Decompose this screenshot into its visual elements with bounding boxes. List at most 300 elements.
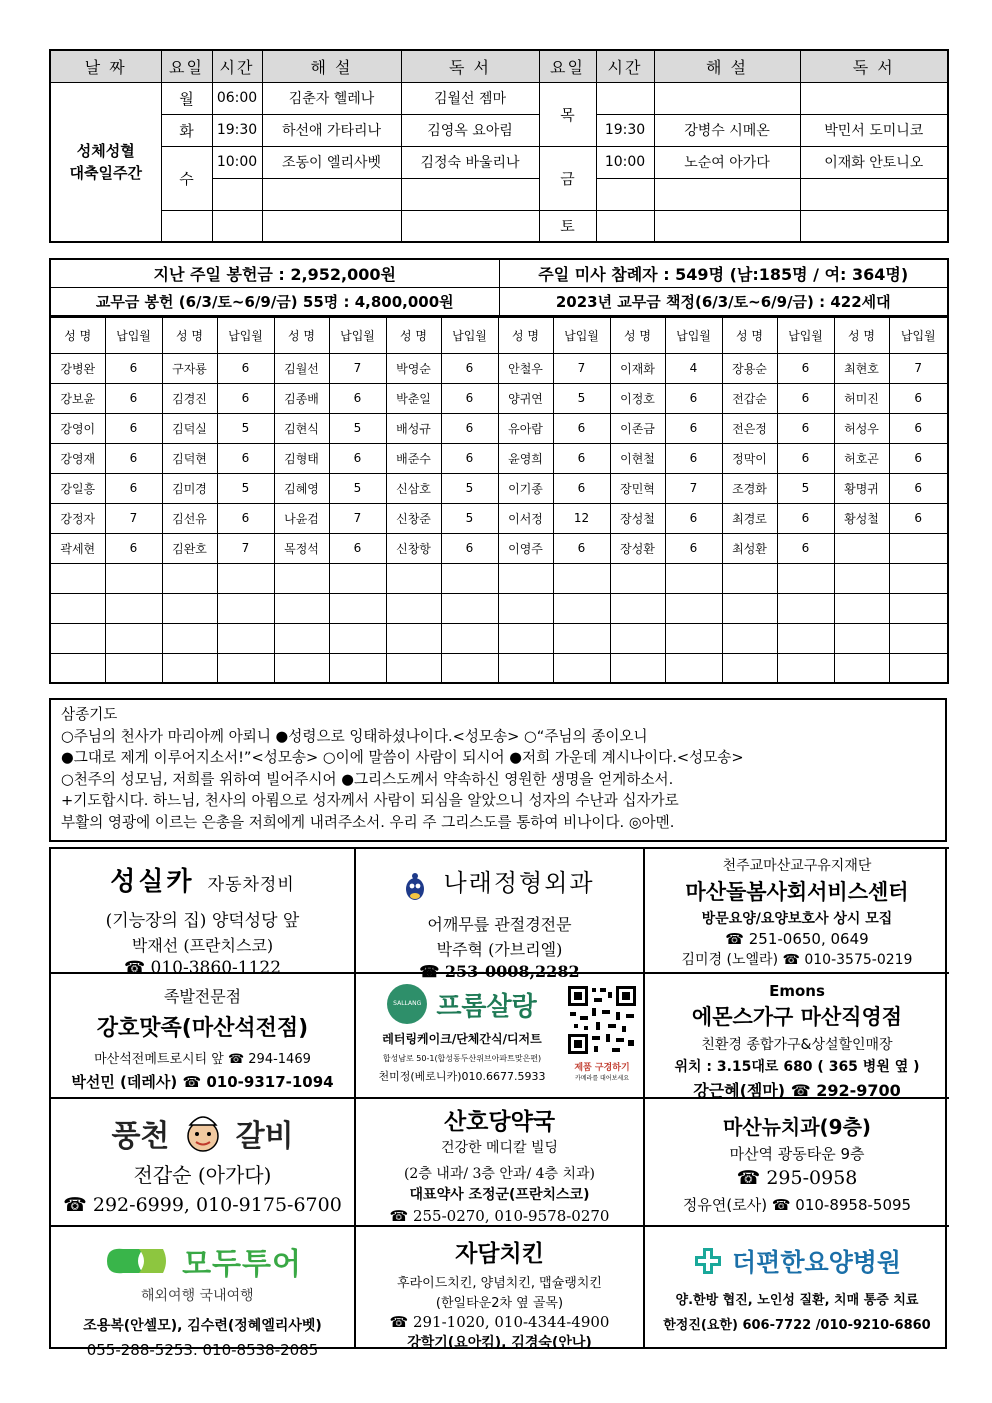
ad-title: 나래정형외과 (443, 869, 595, 897)
donor-table (49, 316, 949, 684)
time-cell (596, 82, 654, 114)
donor-name (498, 563, 553, 593)
donor-name: 장민혁 (610, 473, 665, 503)
day-cell: 토 (539, 210, 596, 242)
donor-name (498, 623, 553, 653)
ad-line: 박선민 (데레사) ☎ 010-9317-1094 (71, 1073, 334, 1091)
donor-name: 강영재 (50, 443, 105, 473)
ad-title: 성실카 (110, 867, 195, 897)
donor-months (889, 653, 948, 683)
reader-cell: 김영옥 요아림 (401, 114, 539, 146)
donor-name (722, 623, 777, 653)
donor-months (329, 623, 386, 653)
header-time: 시간 (212, 50, 262, 82)
ad-title: 프롬살랑 (436, 991, 537, 1022)
donor-name: 목정석 (274, 533, 329, 563)
donor-row (50, 653, 948, 683)
donor-name: 정막이 (722, 443, 777, 473)
reader-cell: 이재화 안토니오 (800, 146, 948, 178)
reader-cell (800, 178, 948, 210)
donor-months (665, 563, 722, 593)
header-date: 날 짜 (50, 50, 161, 82)
prayer-line: ○주님의 천사가 마리아께 아뢰니 ●성령으로 잉태하셨나이다.<성모송> ○“주님의 종이오니 (61, 727, 648, 745)
donor-header-name: 성 명 (274, 317, 329, 353)
ad-line: (한일타운2차 옆 골목) (435, 1296, 564, 1311)
mass-attendance: 주일 미사 참례자 : 549명 (남:185명 / 여: 364명) (499, 259, 948, 287)
ad-line: 한정진(요한) 606-7722 /010-9210-6860 (663, 1318, 931, 1333)
ad-pungcheon-galbi (51, 1097, 356, 1225)
donor-months: 6 (777, 503, 834, 533)
donor-name (610, 563, 665, 593)
donor-months (329, 593, 386, 623)
ad-line: 박재선 (프란치스코) (131, 936, 274, 955)
commentator-cell: 하선애 가타리나 (262, 114, 401, 146)
donor-name (50, 653, 105, 683)
donor-name (386, 563, 441, 593)
ad-title: 강호맛족(마산석전점) (96, 1016, 309, 1041)
donor-name: 허미진 (834, 383, 889, 413)
donor-name: 장성철 (610, 503, 665, 533)
donor-row (50, 623, 948, 653)
donor-header-paid: 납입월 (105, 317, 162, 353)
donor-header-paid: 납입월 (441, 317, 498, 353)
donor-name: 이현철 (610, 443, 665, 473)
donor-name (610, 623, 665, 653)
donor-months: 6 (777, 353, 834, 383)
donor-months: 6 (777, 533, 834, 563)
donor-name: 강일흥 (50, 473, 105, 503)
donor-header-name: 성 명 (722, 317, 777, 353)
donor-months (105, 623, 162, 653)
donor-months (441, 593, 498, 623)
donor-months: 6 (217, 443, 274, 473)
reader-cell: 박민서 도미니코 (800, 114, 948, 146)
donor-months: 6 (441, 383, 498, 413)
donor-name: 이서정 (498, 503, 553, 533)
donor-months: 5 (777, 473, 834, 503)
ad-sanhodang-pharmacy (356, 1097, 645, 1225)
donor-months: 6 (217, 503, 274, 533)
donor-name: 김덕현 (162, 443, 217, 473)
donor-name: 김종배 (274, 383, 329, 413)
donor-months (105, 563, 162, 593)
day-cell: 목 (539, 82, 596, 146)
donor-name: 곽세현 (50, 533, 105, 563)
donor-header-name: 성 명 (498, 317, 553, 353)
commentator-cell (654, 210, 800, 242)
donor-months: 5 (441, 503, 498, 533)
schedule-row (50, 210, 948, 242)
donor-name: 이재화 (610, 353, 665, 383)
ad-line: 친환경 종합가구&상설할인매장 (701, 1037, 893, 1053)
ad-line: 방문요양/요양보호사 상시 모집 (701, 911, 893, 927)
donor-months: 5 (553, 383, 610, 413)
donor-months (441, 623, 498, 653)
ad-line: 천주교마산교구유지재단 (722, 858, 872, 874)
donor-name: 박영순 (386, 353, 441, 383)
commentator-cell: 김춘자 헬레나 (262, 82, 401, 114)
donor-name: 최경로 (722, 503, 777, 533)
modutour-logo-icon (103, 1245, 173, 1277)
offering-summary-row (50, 287, 948, 315)
donor-months (777, 593, 834, 623)
offering-summary-row (50, 259, 948, 287)
donor-name: 나윤검 (274, 503, 329, 533)
donor-name: 신창항 (386, 533, 441, 563)
donor-months (329, 653, 386, 683)
donor-months (553, 593, 610, 623)
donor-row (50, 503, 948, 533)
donor-name (274, 593, 329, 623)
donor-months (553, 563, 610, 593)
ad-phone: ☎ 251-0650, 0649 (725, 930, 869, 948)
ad-title-2: 갈비 (235, 1119, 294, 1154)
donor-months: 7 (105, 503, 162, 533)
time-cell (212, 210, 262, 242)
chef-mascot-icon (181, 1111, 225, 1155)
donor-header-name: 성 명 (386, 317, 441, 353)
time-cell: 06:00 (212, 82, 262, 114)
ad-line: 위치 : 3.15대로 680 ( 365 병원 옆 ) (674, 1059, 920, 1075)
medical-cross-icon (693, 1246, 723, 1276)
donor-name: 안철우 (498, 353, 553, 383)
donor-months: 6 (889, 383, 948, 413)
donor-name: 김미경 (162, 473, 217, 503)
commentator-cell (654, 178, 800, 210)
ad-phone: ☎ 010-3860-1122 (123, 958, 282, 978)
donor-name: 김완호 (162, 533, 217, 563)
donor-months (889, 593, 948, 623)
prayer-title: 삼종기도 (61, 706, 118, 723)
donor-months: 6 (217, 353, 274, 383)
ad-line: 조용복(안셀모), 김수련(정혜엘리사벳) (83, 1318, 322, 1334)
donor-name (162, 623, 217, 653)
ad-from-sallang (356, 972, 645, 1097)
donor-name: 강영이 (50, 413, 105, 443)
schedule-header-row (50, 50, 948, 82)
period-cell (50, 82, 161, 242)
donor-months: 6 (329, 383, 386, 413)
donor-name: 구자룡 (162, 353, 217, 383)
reader-cell (800, 82, 948, 114)
ad-emons-furniture (645, 972, 949, 1100)
offering-summary (49, 258, 949, 316)
donor-months (889, 533, 948, 563)
donor-header-name: 성 명 (610, 317, 665, 353)
ad-line: 전갑순 (아가다) (133, 1163, 272, 1187)
reader-cell (401, 178, 539, 210)
time-cell: 19:30 (596, 114, 654, 146)
ad-line: 합성남로 50-1(합성동두산위브아파트맞은편) (382, 1054, 542, 1063)
qr-label: 제품 구경하기 (574, 1063, 630, 1073)
donor-months: 6 (105, 353, 162, 383)
donor-months: 7 (553, 353, 610, 383)
donor-months: 6 (553, 473, 610, 503)
donor-header-paid: 납입월 (217, 317, 274, 353)
donor-months: 6 (777, 443, 834, 473)
donor-months: 6 (441, 413, 498, 443)
commentator-cell: 노순여 아가다 (654, 146, 800, 178)
donor-months: 4 (665, 353, 722, 383)
donor-header-row (50, 317, 948, 353)
schedule-row (50, 82, 948, 114)
donor-months: 6 (665, 443, 722, 473)
donor-months: 6 (105, 473, 162, 503)
donor-months: 5 (329, 413, 386, 443)
donor-months (665, 593, 722, 623)
donor-months: 5 (217, 473, 274, 503)
donor-name (274, 563, 329, 593)
ad-phone: ☎ 253-0008,2282 (419, 961, 580, 981)
schedule-row (50, 146, 948, 178)
ad-line: 김미경 (노엘라) ☎ 010-3575-0219 (681, 952, 913, 968)
ad-title: 풍천 (111, 1119, 170, 1154)
donor-name: 배성규 (386, 413, 441, 443)
donor-name (386, 593, 441, 623)
donor-name: 허호곤 (834, 443, 889, 473)
donor-name: 이기종 (498, 473, 553, 503)
ad-title: 마산뉴치과(9층) (722, 1115, 872, 1139)
time-cell (596, 178, 654, 210)
donor-months (777, 563, 834, 593)
ad-line: 정유연(로사) ☎ 010-8958-5095 (682, 1196, 912, 1214)
donor-months: 6 (329, 533, 386, 563)
ad-line: (2층 내과/ 3층 안과/ 4층 치과) (403, 1166, 596, 1182)
ad-line: 강학기(요아킴), 김경숙(안나) (407, 1335, 592, 1351)
donor-months: 6 (329, 443, 386, 473)
donor-row (50, 383, 948, 413)
mascot-icon (404, 872, 426, 902)
donor-name: 조경화 (722, 473, 777, 503)
donor-name (722, 593, 777, 623)
header-commentator-right: 해 설 (654, 50, 800, 82)
last-week-offering: 지난 주일 봉헌금 : 2,952,000원 (50, 259, 499, 287)
donor-months (777, 623, 834, 653)
donor-name (722, 653, 777, 683)
ad-line: 해외여행 국내여행 (141, 1288, 254, 1304)
donor-name: 이정호 (610, 383, 665, 413)
time-cell: 19:30 (212, 114, 262, 146)
donor-name (834, 653, 889, 683)
donor-months: 7 (329, 353, 386, 383)
donor-name (498, 653, 553, 683)
commentator-cell: 강병수 시메온 (654, 114, 800, 146)
time-cell: 10:00 (212, 146, 262, 178)
ad-subtitle: 자동차정비 (207, 875, 295, 895)
donor-months: 6 (441, 443, 498, 473)
donor-name (50, 593, 105, 623)
donor-months: 6 (889, 473, 948, 503)
donor-months: 12 (553, 503, 610, 533)
donor-name (834, 563, 889, 593)
donor-name: 신삼호 (386, 473, 441, 503)
time-cell (596, 210, 654, 242)
ad-line: 마산석전메트로시티 앞 ☎ 294-1469 (94, 1052, 311, 1067)
donor-months (105, 593, 162, 623)
prayer-line: ○천주의 성모님, 저희를 위하여 빌어주시어 ●그리스도께서 약속하신 영원한 생명을 얻게하소서. (61, 770, 674, 788)
donor-name: 김선유 (162, 503, 217, 533)
donor-name: 김월선 (274, 353, 329, 383)
donor-name (274, 653, 329, 683)
donor-row (50, 533, 948, 563)
ad-line: 천미정(베로니카)010.6677.5933 (378, 1070, 546, 1083)
donor-row (50, 473, 948, 503)
donor-months: 6 (777, 383, 834, 413)
ad-line: (기능장의 집) 양덕성당 앞 (105, 911, 300, 931)
donor-months: 5 (329, 473, 386, 503)
donor-months: 6 (553, 413, 610, 443)
donor-header-paid: 납입월 (777, 317, 834, 353)
donor-name (834, 593, 889, 623)
period-line: 성체성혈 (76, 141, 135, 160)
donor-name (162, 563, 217, 593)
ad-line: 마산역 광동타운 9층 (729, 1145, 865, 1163)
ad-line: 박주혁 (가브리엘) (436, 939, 563, 959)
donor-months (217, 593, 274, 623)
donor-months: 6 (665, 503, 722, 533)
schedule-table (49, 49, 949, 243)
donor-months (105, 653, 162, 683)
donor-name (50, 563, 105, 593)
qr-code-icon[interactable] (566, 984, 638, 1056)
donor-row (50, 593, 948, 623)
donor-months (441, 563, 498, 593)
header-reader-right: 독 서 (800, 50, 948, 82)
donor-name (162, 653, 217, 683)
ad-line: 강근혜(젬마) ☎ 292-9700 (693, 1081, 901, 1100)
donor-months (217, 653, 274, 683)
ad-phone: ☎ 255-0270, 010-9578-0270 (389, 1207, 610, 1225)
reader-cell: 김월선 젬마 (401, 82, 539, 114)
donor-name: 김경진 (162, 383, 217, 413)
donor-months (889, 623, 948, 653)
ad-narae-clinic (356, 847, 645, 981)
ad-title: 더편한요양병원 (732, 1248, 902, 1277)
time-cell: 10:00 (596, 146, 654, 178)
ad-line: 레터링케이크/단체간식/디저트 (382, 1032, 542, 1046)
ad-gangho-jokbal (51, 972, 356, 1097)
ad-brand: Emons (769, 982, 825, 1000)
day-cell: 수 (161, 146, 212, 210)
ad-line: 대표약사 조정군(프란치스코) (409, 1187, 590, 1203)
donor-months (777, 653, 834, 683)
ad-title: 모두투어 (182, 1247, 302, 1282)
donor-name (498, 593, 553, 623)
donor-header-paid: 납입월 (329, 317, 386, 353)
sallang-badge: SALLANG (387, 984, 427, 1024)
donor-name: 강보윤 (50, 383, 105, 413)
donor-months: 6 (665, 413, 722, 443)
angelus-prayer (49, 698, 947, 842)
donor-header-name: 성 명 (162, 317, 217, 353)
donor-months: 6 (553, 443, 610, 473)
donor-name: 배준수 (386, 443, 441, 473)
donor-months: 5 (217, 413, 274, 443)
donor-name (722, 563, 777, 593)
day-cell: 금 (539, 146, 596, 210)
ad-title: 마산돌봄사회서비스센터 (685, 880, 909, 904)
donor-months (665, 623, 722, 653)
donor-months: 6 (441, 533, 498, 563)
donor-name (50, 623, 105, 653)
ad-phone: 055-288-5253. 010-8538-2085 (86, 1341, 319, 1359)
header-commentator: 해 설 (262, 50, 401, 82)
ad-title: 자담치킨 (455, 1241, 544, 1267)
donor-name: 신창준 (386, 503, 441, 533)
ad-modutour (51, 1225, 356, 1359)
prayer-line: 부활의 영광에 이르는 은총을 저희에게 내려주소서. 우리 주 그리스도를 통하여 비나이다. ◎아멘. (61, 813, 675, 831)
donor-months: 6 (665, 383, 722, 413)
donor-months (217, 563, 274, 593)
header-day: 요일 (161, 50, 212, 82)
donor-name (610, 593, 665, 623)
ad-phone: ☎ 292-6999, 010-9175-6700 (63, 1194, 342, 1216)
commentator-cell: 조동이 엘리사벳 (262, 146, 401, 178)
ad-jadam-chicken (356, 1225, 645, 1349)
ad-line: 어깨무릎 관절경전문 (427, 914, 572, 934)
donor-name (162, 593, 217, 623)
ad-title: 에몬스가구 마산직영점 (691, 1005, 903, 1029)
donor-name: 최현호 (834, 353, 889, 383)
donor-name: 박춘일 (386, 383, 441, 413)
donor-months: 6 (105, 413, 162, 443)
donor-months: 6 (777, 413, 834, 443)
ad-masan-care-center (645, 847, 949, 972)
reader-cell: 김정숙 바울리나 (401, 146, 539, 178)
ad-line: 건강한 메디칼 빌딩 (440, 1140, 559, 1156)
donor-name: 강병완 (50, 353, 105, 383)
donor-months (217, 623, 274, 653)
school-pledge: 2023년 교무금 책정(6/3/토~6/9/금) : 422세대 (499, 287, 948, 315)
donor-header-name: 성 명 (50, 317, 105, 353)
ad-sungsilka (51, 847, 356, 978)
schedule-row (50, 114, 948, 146)
donor-months (889, 563, 948, 593)
donor-name: 윤영희 (498, 443, 553, 473)
donor-months: 6 (105, 383, 162, 413)
donor-row (50, 563, 948, 593)
donor-name: 김형태 (274, 443, 329, 473)
donor-name: 이영주 (498, 533, 553, 563)
header-day-right: 요일 (539, 50, 596, 82)
donor-name: 양귀연 (498, 383, 553, 413)
donor-name: 강정자 (50, 503, 105, 533)
donor-name: 김덕실 (162, 413, 217, 443)
donor-months: 6 (553, 533, 610, 563)
day-cell (161, 210, 212, 242)
donor-row (50, 353, 948, 383)
reader-cell (800, 210, 948, 242)
header-time-right: 시간 (596, 50, 654, 82)
donor-name (834, 533, 889, 563)
donor-name: 전은정 (722, 413, 777, 443)
commentator-cell (654, 82, 800, 114)
school-offering: 교무금 봉헌 (6/3/토~6/9/금) 55명 : 4,800,000원 (50, 287, 499, 315)
donor-name: 김현식 (274, 413, 329, 443)
donor-header-name: 성 명 (834, 317, 889, 353)
ad-masan-new-dental (645, 1097, 949, 1225)
ad-title: 산호당약국 (443, 1109, 556, 1135)
donor-name: 허성우 (834, 413, 889, 443)
ad-line: 족발전문점 (163, 987, 242, 1006)
donor-name: 장성환 (610, 533, 665, 563)
donor-months (665, 653, 722, 683)
ad-line: 양.한방 협진, 노인성 질환, 치매 통증 치료 (675, 1293, 919, 1308)
donor-months (553, 653, 610, 683)
donor-months: 6 (889, 503, 948, 533)
ad-phone: ☎ 291-1020, 010-4344-4900 (389, 1313, 610, 1331)
donor-header-paid: 납입월 (889, 317, 948, 353)
